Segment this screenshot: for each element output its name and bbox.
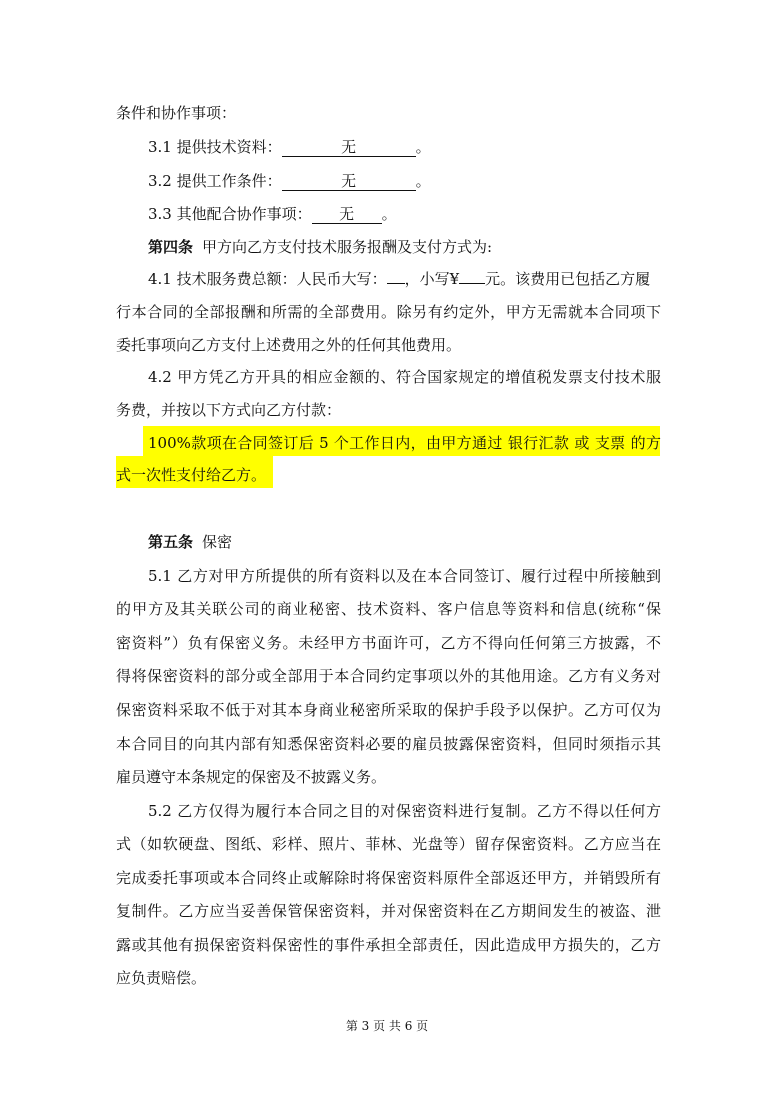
period: 。 [381, 205, 397, 223]
clause-label: 3.2 提供工作条件： [148, 172, 282, 190]
text-line: 5.1 乙方对甲方所提供的所有资料以及在本合同签订、履行过程中所接触到 [148, 567, 661, 585]
text-part: ，小写¥ [404, 270, 460, 288]
text-line: 的甲方及其关联公司的商业秘密、技术资料、客户信息等资料和信息(统称“保 [116, 600, 661, 618]
payment-terms-line-2: 式一次性支付给乙方。 [116, 466, 267, 484]
clause-3-1 [148, 137, 661, 157]
text-line: 得将保密资料的部分或全部用于本合同约定事项以外的其他用途。乙方有义务对 [116, 667, 661, 685]
text-line: 委托事项向乙方支付上述费用之外的任何其他费用。 [116, 336, 462, 354]
text-line: 复制件。乙方应当妥善保管保密资料，并对保密资料在乙方期间发生的被盗、泄 [116, 902, 661, 920]
text-line: 式（如软硬盘、图纸、彩样、照片、菲林、光盘等）留存保密资料。乙方应当在 [116, 835, 661, 853]
clause-value: 无 [282, 173, 416, 191]
clause-label: 3.1 提供技术资料： [148, 138, 282, 156]
text-line: 露或其他有损保密资料保密性的事件承担全部责任，因此造成甲方损失的，乙方 [116, 936, 661, 954]
period: 。 [415, 138, 431, 156]
clause-value: 无 [282, 139, 416, 157]
blank-amount-uppercase [387, 283, 405, 284]
clause-4-1-line-1 [148, 269, 661, 289]
text-line: 完成委托事项或本合同终止或解除时将保密资料原件全部返还甲方，并销毁所有 [116, 869, 661, 887]
page-footer: 第 3 页 共 6 页 [345, 1019, 429, 1033]
clause-3-2 [148, 171, 661, 191]
text-line: 本合同目的向其内部有知悉保密资料必要的雇员披露保密资料，但同时须指示其 [116, 735, 661, 753]
clause-label: 3.3 其他配合协作事项： [148, 205, 312, 223]
article-4-heading [148, 237, 661, 257]
text-part: 4.1 技术服务费总额：人民币大写： [148, 270, 387, 288]
text-line: 保密资料采取不低于对其本身商业秘密所采取的保护手段予以保护。乙方可仅为 [116, 701, 661, 719]
text-line: 雇员遵守本条规定的保密及不披露义务。 [116, 768, 387, 786]
text-part: 元。该费用已包括乙方履 [485, 270, 651, 288]
text-line: 5.2 乙方仅得为履行本合同之目的对保密资料进行复制。乙方不得以任何方 [148, 802, 661, 820]
article-number: 第五条 [148, 533, 194, 551]
payment-terms-line-1: 100%款项在合同签订后 5 个工作日内，由甲方通过 银行汇款 或 支票 的方 [148, 434, 661, 452]
text-line: 行本合同的全部报酬和所需的全部费用。除另有约定外，甲方无需就本合同项下 [116, 303, 661, 321]
text-line: 务费，并按以下方式向乙方付款： [116, 401, 342, 419]
article-number: 第四条 [148, 238, 194, 256]
article-title: 保密 [202, 533, 233, 551]
text-line: 条件和协作事项： [116, 104, 237, 122]
clause-value: 无 [312, 206, 382, 224]
article-title: 甲方向乙方支付技术服务报酬及支付方式为: [202, 238, 493, 256]
text-line: 4.2 甲方凭乙方开具的相应金额的、符合国家规定的增值税发票支付技术服 [148, 368, 661, 386]
text-line: 密资料”）负有保密义务。未经甲方书面许可，乙方不得向任何第三方披露，不 [116, 634, 661, 652]
blank-amount-number [459, 283, 485, 284]
text-line: 应负责赔偿。 [116, 969, 207, 987]
article-5-heading [148, 532, 661, 552]
clause-3-3 [148, 204, 661, 224]
period: 。 [415, 172, 431, 190]
